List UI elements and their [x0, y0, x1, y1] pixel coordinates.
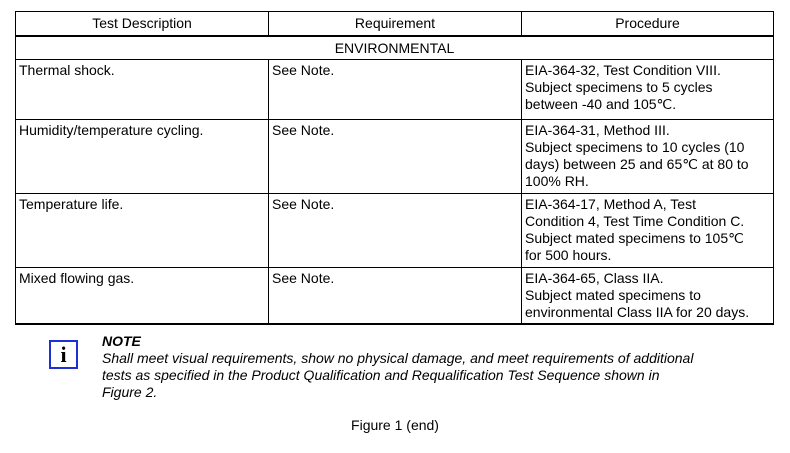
info-icon: i [49, 340, 78, 369]
note-title: NOTE [102, 333, 141, 349]
requirements-table [15, 11, 774, 325]
procedure-line: Subject specimens to 5 cycles [525, 79, 713, 95]
procedure-line: Condition 4, Test Time Condition C. [525, 213, 745, 229]
row-description: Thermal shock. [16, 60, 269, 120]
procedure-line: EIA-364-31, Method III. [525, 122, 670, 138]
row-requirement: See Note. [269, 268, 522, 325]
header-procedure: Procedure [522, 12, 774, 37]
row-procedure [522, 60, 774, 120]
table-row [16, 268, 774, 325]
row-description: Humidity/temperature cycling. [16, 120, 269, 194]
section-row [16, 36, 774, 60]
row-procedure [522, 268, 774, 325]
table-row [16, 60, 774, 120]
procedure-line: EIA-364-65, Class IIA. [525, 270, 664, 286]
note-line: Shall meet visual requirements, show no physical damage, and meet requirements of additional [102, 350, 694, 366]
header-requirement: Requirement [269, 12, 522, 37]
row-procedure [522, 120, 774, 194]
figure-caption: Figure 1 (end) [351, 417, 439, 433]
section-environmental: ENVIRONMENTAL [16, 36, 774, 60]
procedure-line: Subject mated specimens to [525, 287, 701, 303]
table-row [16, 120, 774, 194]
table-row [16, 194, 774, 268]
procedure-line: 100% RH. [525, 173, 589, 189]
note-line: tests as specified in the Product Qualification and Requalification Test Sequence shown in [102, 367, 660, 383]
row-description: Temperature life. [16, 194, 269, 268]
procedure-line: EIA-364-32, Test Condition VIII. [525, 62, 721, 78]
procedure-line: Subject mated specimens to 105℃ [525, 230, 744, 246]
procedure-line: environmental Class IIA for 20 days. [525, 304, 750, 320]
procedure-line: Subject specimens to 10 cycles (10 [525, 139, 745, 155]
procedure-line: for 500 hours. [525, 247, 612, 263]
header-test-description: Test Description [16, 12, 269, 37]
row-description: Mixed flowing gas. [16, 268, 269, 325]
row-requirement: See Note. [269, 194, 522, 268]
procedure-line: days) between 25 and 65℃ at 80 to [525, 156, 749, 172]
note-line: Figure 2. [102, 384, 158, 400]
table-header-row [16, 12, 774, 37]
row-requirement: See Note. [269, 120, 522, 194]
procedure-line: EIA-364-17, Method A, Test [525, 196, 696, 212]
row-requirement: See Note. [269, 60, 522, 120]
procedure-line: between -40 and 105℃. [525, 96, 677, 112]
row-procedure [522, 194, 774, 268]
note-block [102, 333, 772, 401]
